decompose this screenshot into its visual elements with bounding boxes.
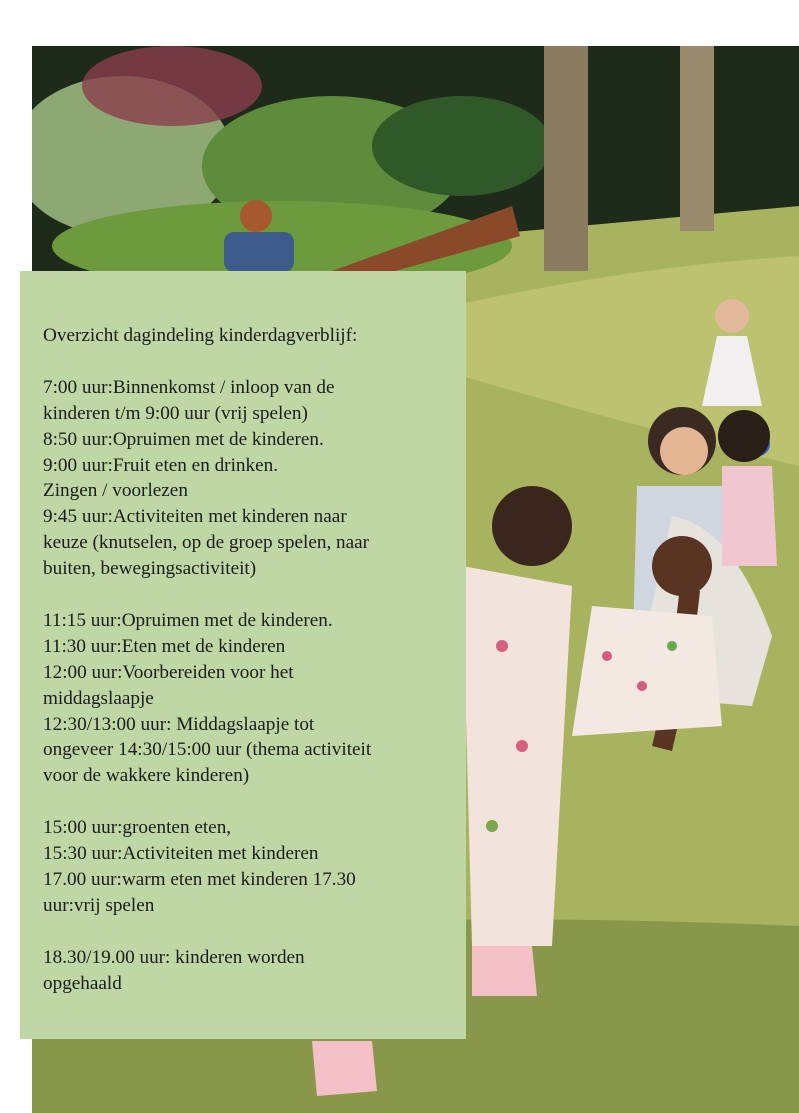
child-right-hair xyxy=(718,410,770,462)
schedule-line: keuze (knutselen, op de groep spelen, naar xyxy=(43,532,370,554)
spacer xyxy=(43,789,446,815)
child-right-shirt xyxy=(722,466,777,566)
schedule-panel xyxy=(20,271,466,1039)
shrub-dark xyxy=(372,96,552,196)
toddler-head xyxy=(715,299,749,333)
schedule-line: 12:00 uur:Voorbereiden voor het xyxy=(43,661,294,683)
spacer xyxy=(43,582,446,608)
schedule-line: 7:00 uur:Binnenkomst / inloop van de xyxy=(43,376,335,398)
schedule-line: middagslaapje xyxy=(43,687,154,709)
schedule-line: buiten, bewegingsactiviteit) xyxy=(43,558,257,580)
kneeling-girl-dress xyxy=(572,606,722,736)
spacer xyxy=(43,919,446,945)
tree-trunk-2 xyxy=(680,46,714,231)
schedule-line: 11:15 uur:Opruimen met de kinderen. xyxy=(43,609,333,631)
schedule-line: kinderen t/m 9:00 uur (vrij spelen) xyxy=(43,402,308,424)
schedule-line: 12:30/13:00 uur: Middagslaapje tot xyxy=(43,713,315,735)
boy-head xyxy=(240,200,272,232)
pink-sandal-foreground xyxy=(312,1041,377,1096)
schedule-line: 15:30 uur:Activiteiten met kinderen xyxy=(43,843,319,865)
schedule-line: ongeveer 14:30/15:00 uur (thema activiteit xyxy=(43,739,372,761)
schedule-line: 15:00 uur:groenten eten, xyxy=(43,817,232,839)
schedule-line: 8:50 uur:Opruimen met de kinderen. xyxy=(43,428,324,450)
dress-flower xyxy=(637,681,647,691)
schedule-line: opgehaald xyxy=(43,972,122,994)
schedule-line: 18.30/19.00 uur: kinderen worden xyxy=(43,946,305,968)
dress-flower xyxy=(516,740,528,752)
schedule-line: 11:30 uur:Eten met de kinderen xyxy=(43,635,286,657)
schedule-line: Zingen / voorlezen xyxy=(43,480,188,502)
bending-child-hair xyxy=(492,486,572,566)
schedule-line: 9:00 uur:Fruit eten en drinken. xyxy=(43,454,279,476)
schedule-line: voor de wakkere kinderen) xyxy=(43,765,250,787)
dress-flower xyxy=(486,820,498,832)
shrub-red xyxy=(82,46,262,126)
schedule-line: 9:45 uur:Activiteiten met kinderen naar xyxy=(43,506,347,528)
dress-flower xyxy=(496,640,508,652)
dress-flower xyxy=(602,651,612,661)
schedule-title: Overzicht dagindeling kinderdagverblijf: xyxy=(43,325,358,346)
schedule-line: uur:vrij spelen xyxy=(43,894,155,916)
dress-flower xyxy=(667,641,677,651)
pink-sandal xyxy=(472,946,537,996)
boy-shirt xyxy=(224,232,294,272)
girl-face xyxy=(660,427,708,475)
spacer xyxy=(43,349,446,375)
schedule-line: 17.00 uur:warm eten met kinderen 17.30 xyxy=(43,868,356,890)
tree-trunk-1 xyxy=(544,46,588,271)
